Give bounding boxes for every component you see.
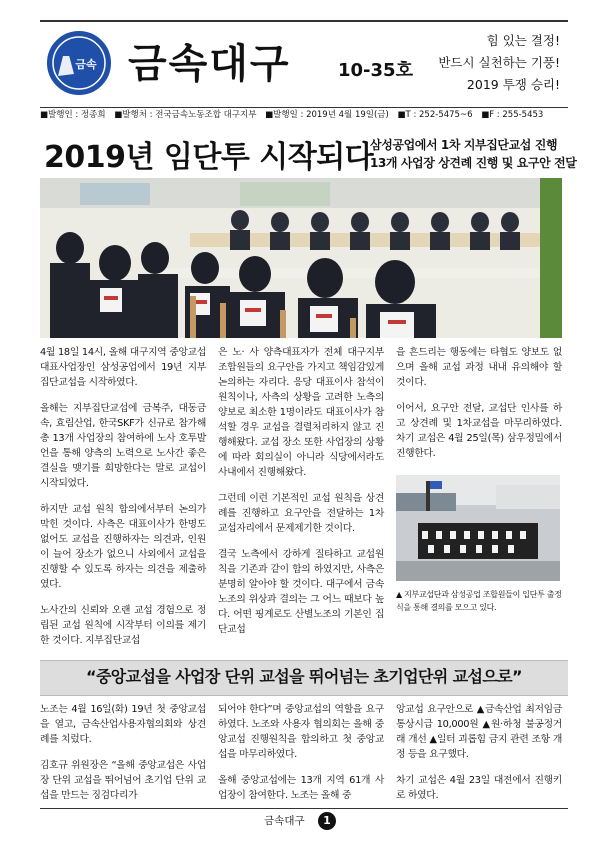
paragraph: 노사간의 신뢰와 오랜 교섭 경험으로 정립된 교섭 원칙에 시작부터 이의를 제기한 것이다. 지부집단교섭: [40, 605, 206, 646]
page-number: 1: [318, 812, 336, 830]
subhead: [370, 136, 576, 172]
phone: ■T : 252-5475~6: [397, 110, 473, 120]
paper-title: 금속대구: [128, 41, 291, 87]
footer: [0, 812, 600, 830]
sub-article-column-1: [40, 702, 206, 814]
paragraph: 노조는 4월 16일(화) 19년 첫 중앙교섭을 열고, 금속산업사용자협의회와 상견례를 치렀다.: [40, 704, 206, 745]
subhead-line: 삼성공업에서 1차 지부집단교섭 진행: [370, 138, 558, 152]
logo-text: 금속: [75, 58, 97, 71]
paragraph: 올해는 지부집단교섭에 금복주, 대동금속, 효림산업, 한국SKF가 신규로 참가해 총 13개 사업장의 참여하에 노사 호투발언을 통해 양측의 노력으로 노사간 좋은 결실을 맺기를 희망한다는 말로 교섭이 시작되었다.: [40, 403, 206, 489]
paragraph: 하지만 교섭 원칙 합의에서부터 논의가 막힌 것이다. 사측은 대표이사가 한명도 없어도 교섭을 진행하자는 의견과, 인원이 늘어 장소가 없으니 사외에서 교섭을 진행할 수 있도록 하자는 의견을 제출하였다.: [40, 504, 206, 590]
footer-name: 금속대구: [264, 815, 305, 827]
paragraph: 그런데 이런 기본적인 교섭 원칙을 상견례를 진행하고 요구안을 전달하는 1차 교섭자리에서 문제제기한 것이다.: [218, 493, 384, 534]
paragraph: 되어야 한다”며 중앙교섭의 역할을 요구하였다. 노조와 사용자 협의회는 올해 중앙교섭 진행원칙을 합의하고 첫 중앙교섭을 마무리하였다.: [218, 704, 384, 760]
footer-rule: [40, 808, 568, 809]
paragraph: 은 노· 사 양측대표자가 전체 대구지부 조합원들의 요구안을 가지고 책임감있게 논의하는 자리다. 응당 대표이사 참석이 원칙이나, 사측의 상황을 고려한 노측의 양보로 최소한 1명이라도 대표이사가 참석할 경우 교섭을 결렬처리하지 않고 진행해왔다. 교섭 장소 또한 사업장의 상황에 따라 회의실이 아니라 식당에서라도 사내에서 진행해왔다.: [218, 347, 384, 478]
slogans: [438, 30, 560, 96]
slogan: 반드시 실천하는 기풍!: [438, 55, 560, 70]
headline: 2019년 임단투 시작되다: [44, 140, 374, 175]
publication-info: [40, 106, 568, 124]
paragraph: 김호규 위원장은 “올해 중앙교섭은 사업장 단위 교섭을 뛰어넘어 초기업 단위 교섭을 만드는 징검다리가: [40, 760, 206, 801]
slogan: 힘 있는 결정!: [486, 33, 560, 48]
paragraph: 4월 18일 14시, 올해 대구지역 중앙교섭 대표사업장인 삼성공업에서 19년 지부집단교섭을 시작하였다.: [40, 347, 206, 388]
article-column-2: [218, 345, 384, 648]
article-column-3: [396, 345, 562, 472]
subhead-line: 13개 사업장 상견례 진행 및 요구안 전달: [370, 156, 577, 170]
sub-article-column-3: [396, 702, 562, 814]
slogan: 2019 투쟁 승리!: [466, 77, 560, 92]
publisher: ■발행인 : 정종희: [40, 110, 106, 120]
paragraph: 올해 중앙교섭에는 13개 지역 61개 사업장이 참여한다. 노조는 올해 중: [218, 775, 384, 801]
paragraph: 이어서, 요구안 전달, 교섭단 인사를 하고 상견례 및 1차교섭을 마무리하였다. 차기 교섭은 4월 25일(목) 삼우정밀에서 진행한다.: [396, 403, 562, 459]
rally-photo: [396, 475, 560, 581]
issue-date: ■발행일 : 2019년 4월 19일(금): [265, 110, 389, 120]
paragraph: 을 흔드리는 행동에는 타협도 양보도 없으며 올해 교섭 과정 내내 유의해야 할 것이다.: [396, 347, 562, 388]
meeting-photo: [40, 178, 562, 338]
sub-article-title: “중앙교섭을 사업장 단위 교섭을 뛰어넘는 초기업단위 교섭으로”: [86, 667, 522, 686]
issuer: ■발행처 : 전국금속노동조합 대구지부: [114, 110, 257, 120]
photo-caption: ▲ 지부교섭단과 삼성공업 조합원들이 입단투 출정식을 통해 결의를 모으고 있다.: [396, 590, 562, 612]
union-logo: [44, 28, 114, 98]
paragraph: 결국 노측에서 강하게 질타하고 교섭원칙을 기존과 같이 합의 하였지만, 사측은 분명히 알아야 할 것이다. 대구에서 금속노조의 위상과 결의는 그 어느 때보다 높다. 어떤 핑계로도 산별노조의 기본인 집단교섭: [218, 549, 384, 635]
article-column-1: [40, 345, 206, 659]
issue-number: 10-35호: [338, 60, 413, 81]
sub-article-column-2: [218, 702, 384, 814]
paragraph: 앙교섭 요구안으로 ▲금속산업 최저임금 통상시급 10,000원 ▲원·하청 불공정거래 개선 ▲일터 괴롭힘 금지 관련 조항 개정 등을 요구했다.: [396, 704, 562, 760]
paragraph: 차기 교섭은 4월 23일 대전에서 진행키로 하였다.: [396, 775, 562, 801]
fax: ■F : 255-5453: [481, 110, 544, 120]
